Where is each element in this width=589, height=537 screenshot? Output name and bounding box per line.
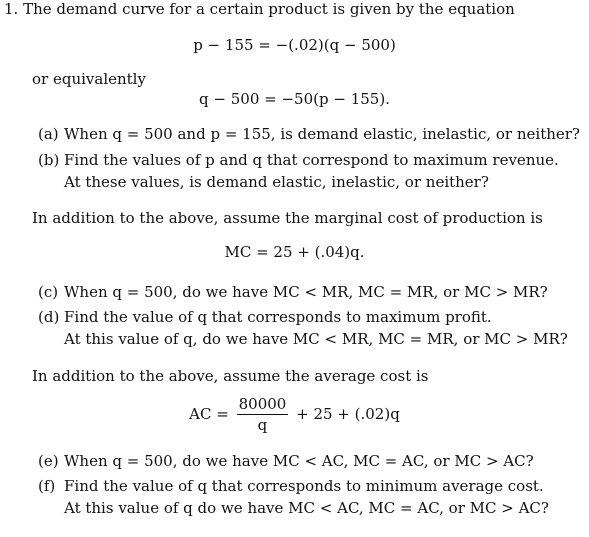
item-text: When q = 500 and p = 155, is demand elastic, inelastic, or neither? <box>64 125 580 143</box>
item-text: When q = 500, do we have MC < MR, MC = MR, or MC > MR? <box>64 283 548 301</box>
item-text: Find the value of q that corresponds to minimum average cost. <box>64 477 544 495</box>
demand-equation: p − 155 = −(.02)(q − 500) <box>193 36 396 54</box>
problem-intro: The demand curve for a certain product is given by the equation <box>23 0 515 18</box>
item-c <box>38 283 548 301</box>
item-text: Find the value of q that corresponds to maximum profit. <box>64 308 492 326</box>
item-d <box>38 308 492 326</box>
demand-equation-alt: q − 500 = −50(p − 155). <box>199 90 390 108</box>
item-text: Find the values of p and q that correspond to maximum revenue. <box>64 151 559 169</box>
item-d-continuation: At this value of q, do we have MC < MR, MC = MR, or MC > MR? <box>64 330 568 348</box>
item-b-continuation: At these values, is demand elastic, inelastic, or neither? <box>64 173 489 191</box>
item-e <box>38 452 534 470</box>
ac-numerator: 80000 <box>238 395 287 413</box>
ac-lhs: AC = <box>189 405 229 423</box>
ac-rhs: + 25 + (.02)q <box>296 405 400 423</box>
item-label: (c) <box>38 283 59 301</box>
average-cost-equation <box>0 396 589 434</box>
item-label: (f) <box>38 477 56 495</box>
ac-fraction <box>237 396 289 434</box>
item-f-continuation: At this value of q do we have MC < AC, MC = AC, or MC > AC? <box>64 499 549 517</box>
ac-intro: In addition to the above, assume the average cost is <box>32 367 429 385</box>
or-equivalently-text: or equivalently <box>32 70 146 88</box>
item-f <box>38 477 544 495</box>
item-label: (a) <box>38 125 59 143</box>
item-label: (e) <box>38 452 59 470</box>
problem-header <box>4 0 515 18</box>
item-a <box>38 125 580 143</box>
problem-number: 1. <box>4 0 19 18</box>
ac-denominator: q <box>257 416 268 434</box>
item-label: (b) <box>38 151 60 169</box>
item-b <box>38 151 559 169</box>
item-label: (d) <box>38 308 60 326</box>
mc-intro: In addition to the above, assume the marginal cost of production is <box>32 209 543 227</box>
item-text: When q = 500, do we have MC < AC, MC = AC, or MC > AC? <box>64 452 534 470</box>
marginal-cost-equation: MC = 25 + (.04)q. <box>224 243 365 261</box>
